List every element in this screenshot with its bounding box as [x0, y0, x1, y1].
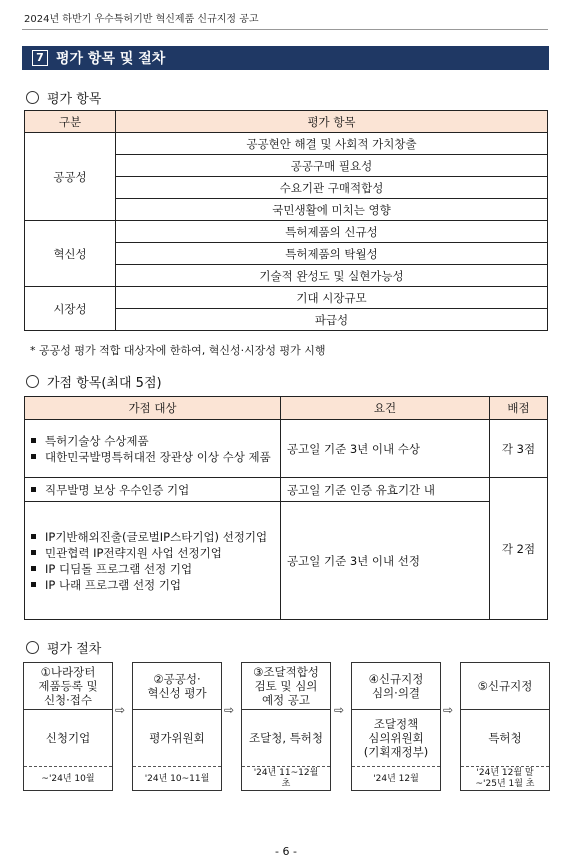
- item-cell: 수요기관 구매적합성: [116, 177, 548, 199]
- bonus-table: [24, 396, 548, 620]
- step-org: 신청기업: [24, 710, 112, 767]
- item-cell: 특허제품의 탁월성: [116, 243, 548, 265]
- table-header-row: [25, 111, 548, 133]
- score-cell: 각 3점: [490, 420, 548, 478]
- eval-items-heading: [26, 88, 101, 107]
- procedure-heading: [26, 638, 101, 657]
- item-cell: 공공구매 필요성: [116, 155, 548, 177]
- circle-bullet-icon: [26, 641, 39, 654]
- item-cell: 공공현안 해결 및 사회적 가치창출: [116, 133, 548, 155]
- procedure-step: [241, 662, 331, 791]
- table-header-row: [25, 397, 548, 420]
- target-cell: [25, 502, 281, 620]
- condition-cell: 공고일 기준 인증 유효기간 내: [281, 478, 490, 502]
- condition-cell: 공고일 기준 3년 이내 수상: [281, 420, 490, 478]
- col-header-target: 가점 대상: [25, 397, 281, 420]
- list-item: IP 나래 프로그램 선정 기업: [25, 577, 280, 593]
- col-header-item: 평가 항목: [116, 111, 548, 133]
- eval-items-heading-text: 평가 항목: [47, 92, 102, 107]
- category-cell: 공공성: [25, 133, 116, 221]
- target-cell: [25, 420, 281, 478]
- list-item: 대한민국발명특허대전 장관상 이상 수상 제품: [25, 449, 280, 465]
- procedure-heading-text: 평가 절차: [47, 642, 102, 657]
- list-item: 직무발명 보상 우수인증 기업: [25, 482, 280, 498]
- arrow-right-icon: ⇨: [443, 703, 454, 717]
- list-item: 특허기술상 수상제품: [25, 433, 280, 449]
- eval-items-table: [24, 110, 548, 331]
- step-org: 조달청, 특허청: [242, 710, 330, 767]
- arrow-right-icon: ⇨: [334, 703, 345, 717]
- step-title: ②공공성· 혁신성 평가: [133, 663, 221, 710]
- section-number: 7: [32, 50, 48, 66]
- score-cell: 각 2점: [490, 478, 548, 620]
- item-cell: 파급성: [116, 309, 548, 331]
- condition-cell: 공고일 기준 3년 이내 선정: [281, 502, 490, 620]
- item-cell: 특허제품의 신규성: [116, 221, 548, 243]
- procedure-step: [460, 662, 550, 791]
- eval-note: * 공공성 평가 적합 대상자에 한하여, 혁신성·시장성 평가 시행: [30, 344, 326, 357]
- col-header-condition: 요건: [281, 397, 490, 420]
- step-title: ③조달적합성 검토 및 심의 예정 공고: [242, 663, 330, 710]
- step-title: ④신규지정 심의·의결: [352, 663, 440, 710]
- col-header-category: 구분: [25, 111, 116, 133]
- bonus-heading-text: 가점 항목(최대 5점): [47, 376, 162, 391]
- procedure-step: [23, 662, 113, 791]
- bonus-heading: [26, 372, 162, 391]
- document-header: 2024년 하반기 우수특허기반 혁신제품 신규지정 공고: [24, 14, 259, 25]
- step-date: '24년 11~12월 초: [253, 768, 319, 789]
- step-date: '24년 10~11월: [144, 773, 210, 784]
- step-org: 조달정책 심의위원회 (기획재정부): [352, 710, 440, 767]
- procedure-step: [351, 662, 441, 791]
- table-row: [25, 420, 548, 478]
- table-row: [25, 478, 548, 502]
- col-header-score: 배점: [490, 397, 548, 420]
- target-cell: [25, 478, 281, 502]
- table-row: [25, 133, 548, 155]
- circle-bullet-icon: [26, 375, 39, 388]
- step-date: '24년 12월 말 ~'25년 1월 초: [475, 768, 535, 789]
- arrow-right-icon: ⇨: [224, 703, 235, 717]
- step-date: '24년 12월: [373, 773, 419, 784]
- table-row: [25, 502, 548, 620]
- item-cell: 기대 시장규모: [116, 287, 548, 309]
- category-cell: 혁신성: [25, 221, 116, 287]
- procedure-step: [132, 662, 222, 791]
- table-row: [25, 287, 548, 309]
- category-cell: 시장성: [25, 287, 116, 331]
- circle-bullet-icon: [26, 91, 39, 104]
- header-divider: [22, 29, 548, 30]
- item-cell: 국민생활에 미치는 영향: [116, 199, 548, 221]
- item-cell: 기술적 완성도 및 실현가능성: [116, 265, 548, 287]
- step-org: 특허청: [461, 710, 549, 767]
- list-item: IP 디딤돌 프로그램 선정 기업: [25, 561, 280, 577]
- arrow-right-icon: ⇨: [115, 703, 126, 717]
- section-title-bar: [22, 46, 549, 70]
- list-item: IP기반해외진출(글로벌IP스타기업) 선정기업: [25, 529, 280, 545]
- step-org: 평가위원회: [133, 710, 221, 767]
- step-date: ~'24년 10월: [41, 773, 95, 784]
- page-number: - 6 -: [275, 845, 297, 858]
- table-row: [25, 221, 548, 243]
- list-item: 민관협력 IP전략지원 사업 선정기업: [25, 545, 280, 561]
- section-title: 평가 항목 및 절차: [56, 51, 166, 67]
- step-title: ①나라장터 제품등록 및 신청·접수: [24, 663, 112, 710]
- step-title: ⑤신규지정: [461, 663, 549, 710]
